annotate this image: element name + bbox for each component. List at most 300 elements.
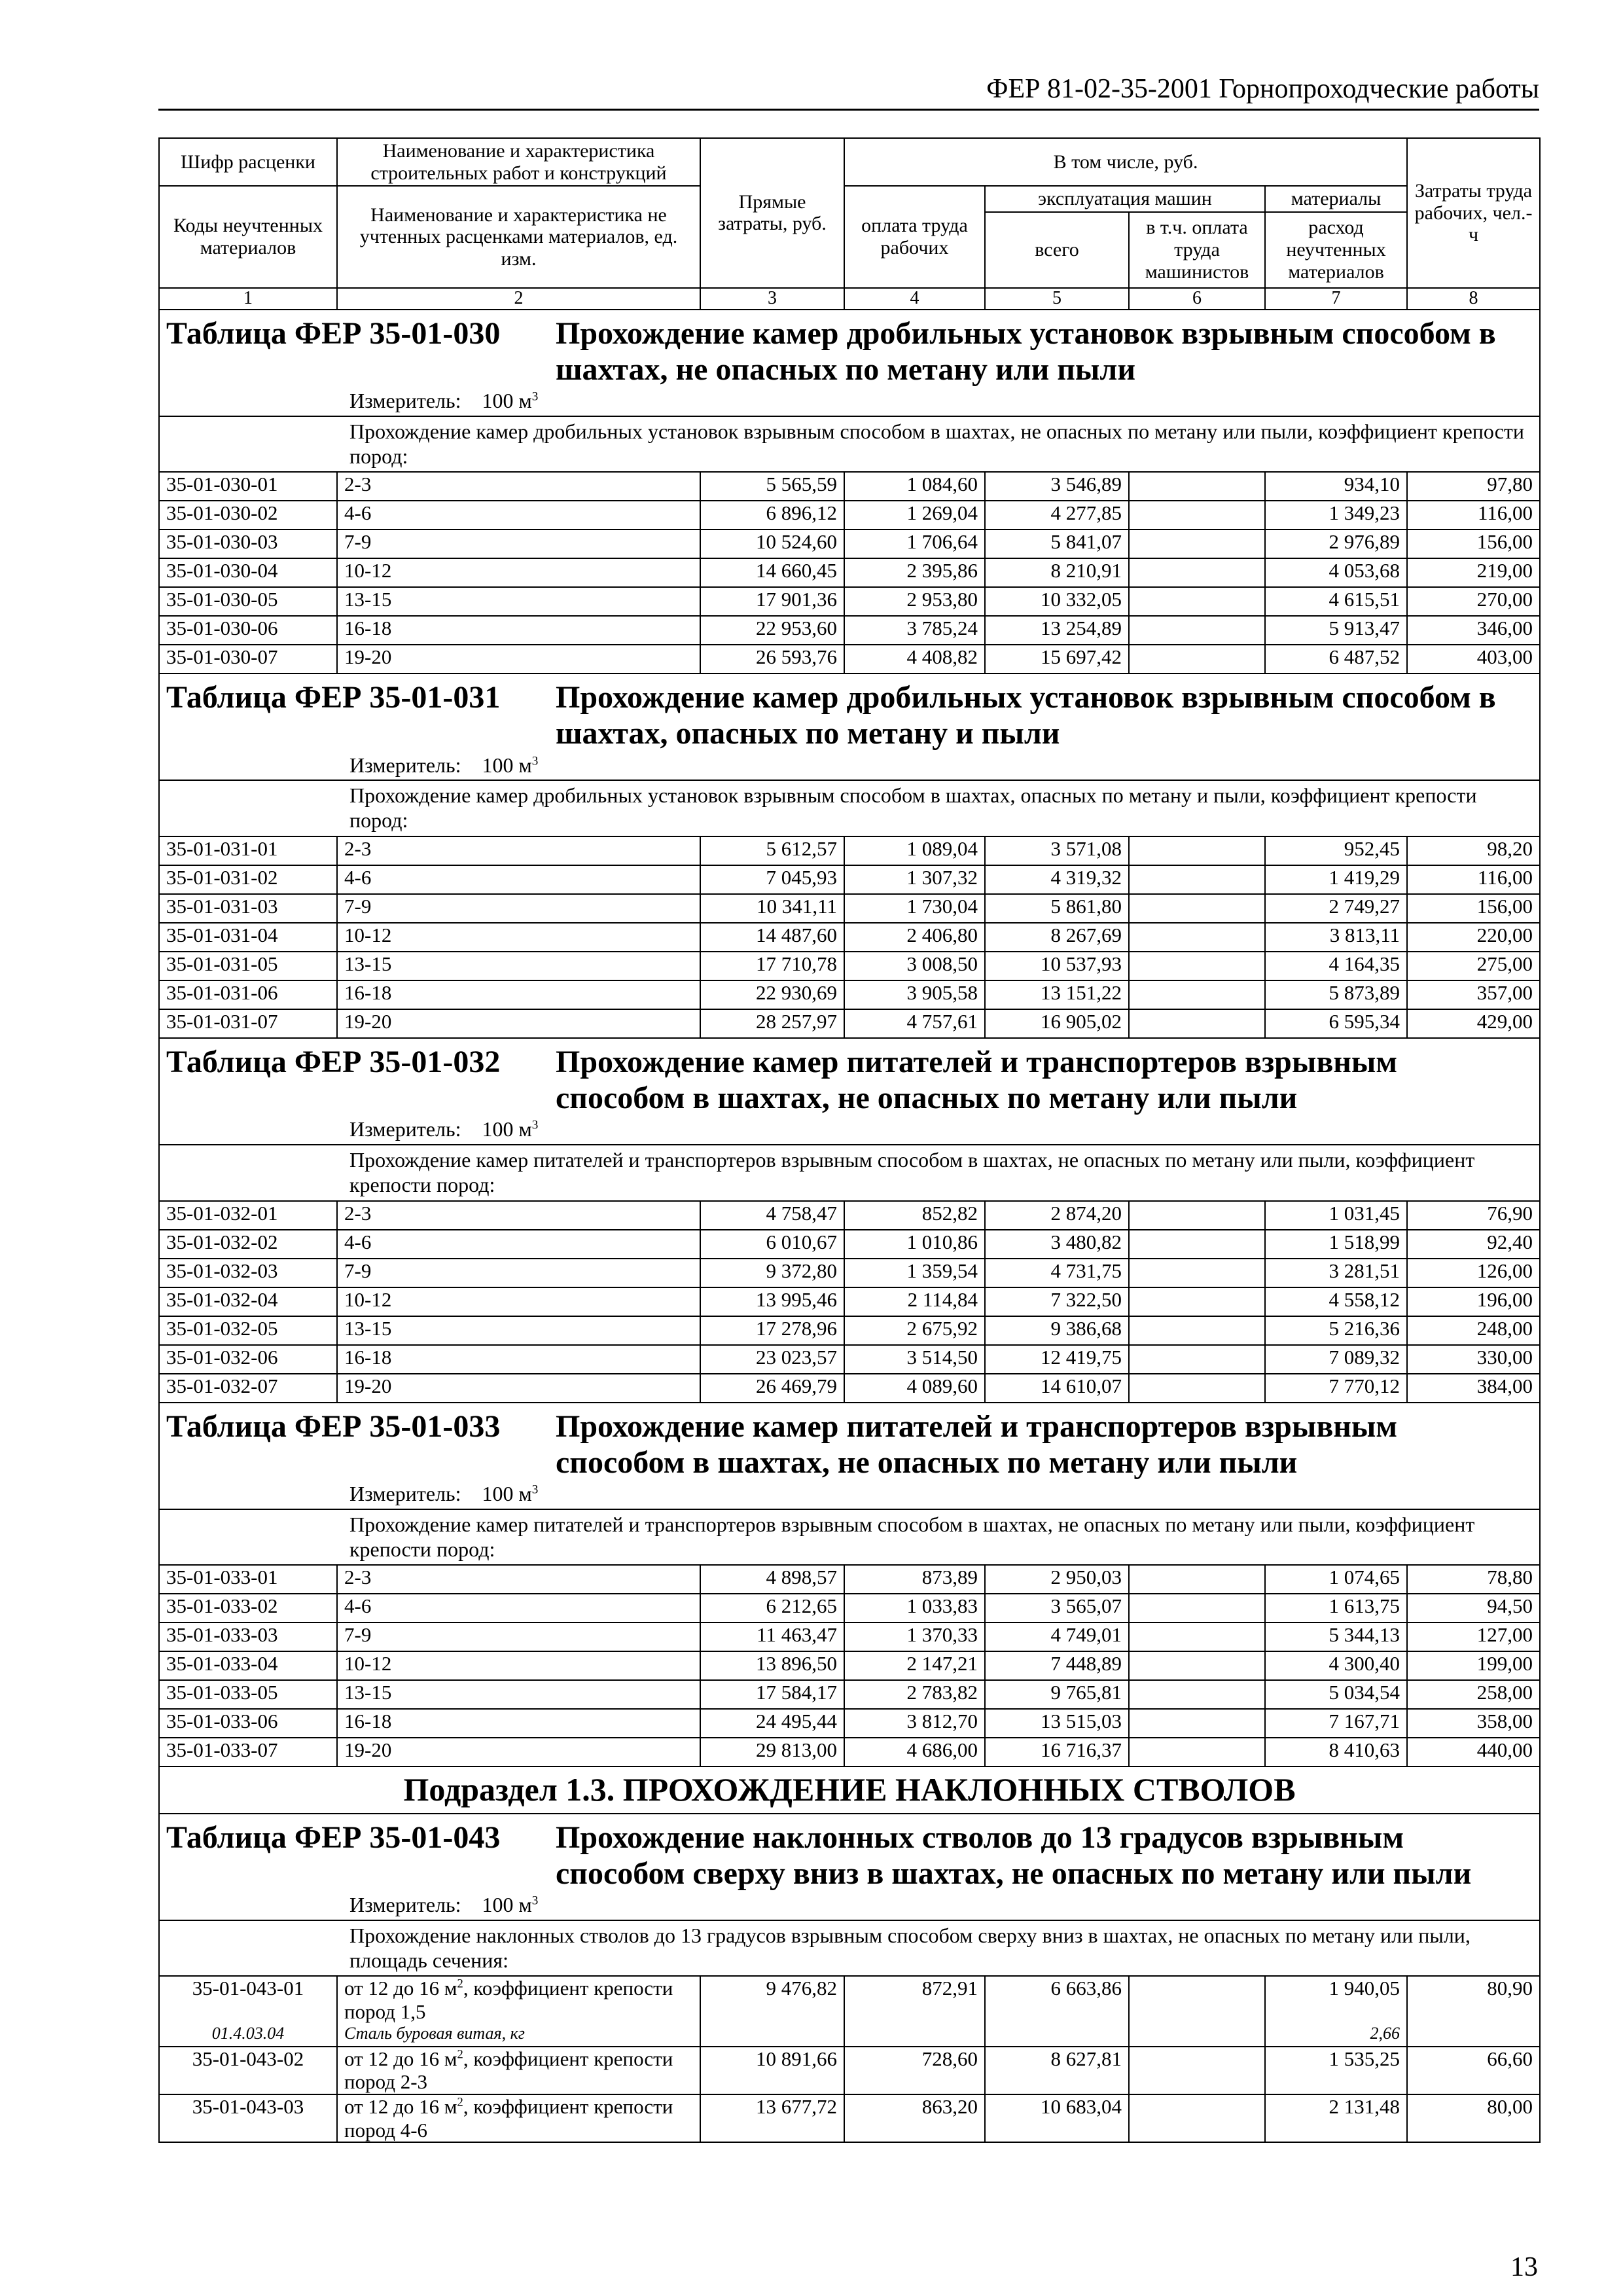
section-description: Прохождение наклонных стволов до 13 градусов взрывным способом сверху вниз в шахтах, не опасных по метану или пыли, площадь сечения:: [159, 1920, 1540, 1977]
col7-header: расход неучтенных материалов: [1265, 212, 1407, 288]
table-row: [159, 923, 1540, 952]
table-row: [159, 1259, 1540, 1287]
cell-col5: 6 663,86: [985, 1976, 1129, 2023]
cell-col3: 7 045,93: [700, 865, 844, 894]
cell-col5: 3 565,07: [985, 1594, 1129, 1623]
cell-col5: 16 716,37: [985, 1738, 1129, 1767]
subsection-row: [159, 1767, 1540, 1814]
cell-col8: 92,40: [1407, 1230, 1540, 1259]
cell-col5: 12 419,75: [985, 1345, 1129, 1374]
cell-col6: [1129, 558, 1265, 587]
cell-col8: 429,00: [1407, 1009, 1540, 1038]
cell-col7: 7 089,32: [1265, 1345, 1407, 1374]
cell-col8: 127,00: [1407, 1623, 1540, 1651]
cell-col5: 15 697,42: [985, 645, 1129, 673]
col-number: 2: [337, 288, 700, 310]
cell-col8: 357,00: [1407, 980, 1540, 1009]
table-title-cell: [159, 1814, 1540, 1892]
cell-col7: 1 031,45: [1265, 1201, 1407, 1230]
cell-col2: 4-6: [337, 865, 700, 894]
cell-col1: 35-01-031-07: [159, 1009, 337, 1038]
cell-col3: 13 677,72: [700, 2094, 844, 2142]
cell-col5: 2 874,20: [985, 1201, 1129, 1230]
meter-row: [159, 1480, 1540, 1509]
meter-row: [159, 1892, 1540, 1920]
cell-col8: 384,00: [1407, 1374, 1540, 1403]
cell-col1: 35-01-032-02: [159, 1230, 337, 1259]
cell-col6: [1129, 952, 1265, 980]
table-title-cell: [159, 673, 1540, 751]
table-row: [159, 1009, 1540, 1038]
cell-col8: 403,00: [1407, 645, 1540, 673]
cell-col3: 22 953,60: [700, 616, 844, 645]
cell-col1: 35-01-030-03: [159, 529, 337, 558]
cell-col5: 8 210,91: [985, 558, 1129, 587]
cell-col1: 35-01-032-04: [159, 1287, 337, 1316]
table-title-cell: [159, 1038, 1540, 1116]
table-title-row: [159, 1038, 1540, 1116]
empty-cell: [700, 2024, 844, 2047]
col-number: 4: [844, 288, 985, 310]
cell-col5: 10 683,04: [985, 2094, 1129, 2142]
table-row: [159, 2094, 1540, 2142]
cell-col5: 7 322,50: [985, 1287, 1129, 1316]
cell-col4: 4 686,00: [844, 1738, 985, 1767]
table-title-row: [159, 1403, 1540, 1480]
table-row: [159, 2047, 1540, 2094]
cell-col2: 13-15: [337, 587, 700, 616]
cell-col5: 10 537,93: [985, 952, 1129, 980]
cell-col2: 2-3: [337, 1565, 700, 1594]
cell-col5: 9 386,68: [985, 1316, 1129, 1345]
cell-col3: 6 896,12: [700, 501, 844, 529]
cell-col2: 4-6: [337, 501, 700, 529]
table-label: Таблица ФЕР 35-01-033: [166, 1408, 501, 1444]
cell-col4: 1 089,04: [844, 836, 985, 865]
cell-col4: 1 370,33: [844, 1623, 985, 1651]
cell-col2: 10-12: [337, 923, 700, 952]
cell-col4: 873,89: [844, 1565, 985, 1594]
meter-cell: [159, 1116, 1540, 1145]
cell-col7: 4 164,35: [1265, 952, 1407, 980]
cell-col8: 116,00: [1407, 865, 1540, 894]
meter-label: Измеритель:: [349, 753, 461, 777]
description-row: [159, 780, 1540, 836]
cell-col7: 1 349,23: [1265, 501, 1407, 529]
material-code: 01.4.03.04: [159, 2024, 337, 2047]
cell-col7: 3 813,11: [1265, 923, 1407, 952]
cell-col8: 94,50: [1407, 1594, 1540, 1623]
cell-col7: 7 167,71: [1265, 1709, 1407, 1738]
table-row: [159, 472, 1540, 501]
col5-header: всего: [985, 212, 1129, 288]
cell-col1: 35-01-030-04: [159, 558, 337, 587]
section-description: Прохождение камер питателей и транспортеров взрывным способом в шахтах, не опасных по метану или пыли, коэффициент крепости пород:: [159, 1509, 1540, 1566]
col6-header: в т.ч. оплата труда машинистов: [1129, 212, 1265, 288]
cell-col8: 156,00: [1407, 529, 1540, 558]
table-row: [159, 865, 1540, 894]
cell-col6: [1129, 1594, 1265, 1623]
cell-col3: 22 930,69: [700, 980, 844, 1009]
cell-col2: 4-6: [337, 1594, 700, 1623]
cell-col6: [1129, 2047, 1265, 2094]
cell-col3: 26 593,76: [700, 645, 844, 673]
cell-col2: 7-9: [337, 894, 700, 923]
cell-col4: 3 785,24: [844, 616, 985, 645]
cell-col6: [1129, 894, 1265, 923]
cell-col6: [1129, 1738, 1265, 1767]
meter-cell: [159, 1480, 1540, 1509]
cell-col8: 156,00: [1407, 894, 1540, 923]
cell-col3: 17 278,96: [700, 1316, 844, 1345]
cell-col7: 934,10: [1265, 472, 1407, 501]
cell-col3: 4 898,57: [700, 1565, 844, 1594]
name-part: от 12 до 16 м: [344, 2095, 457, 2118]
cell-col7: 1 613,75: [1265, 1594, 1407, 1623]
cell-col6: [1129, 529, 1265, 558]
cell-col5: 13 151,22: [985, 980, 1129, 1009]
description-row: [159, 1145, 1540, 1201]
cell-col5: 3 571,08: [985, 836, 1129, 865]
cell-col7: 5 216,36: [1265, 1316, 1407, 1345]
cell-col3: 9 476,82: [700, 1976, 844, 2023]
cell-col3: 17 901,36: [700, 587, 844, 616]
cell-col1: 35-01-032-06: [159, 1345, 337, 1374]
page-number: 13: [1510, 2252, 1538, 2282]
name-exponent: 2: [457, 1977, 463, 1992]
cell-col6: [1129, 1230, 1265, 1259]
cell-col1: 35-01-030-01: [159, 472, 337, 501]
cell-col2: 7-9: [337, 1259, 700, 1287]
cell-col4: 3 905,58: [844, 980, 985, 1009]
machines-header: эксплуатация машин: [985, 186, 1265, 212]
cell-col6: [1129, 1709, 1265, 1738]
cell-col7: 4 558,12: [1265, 1287, 1407, 1316]
cell-col7: 952,45: [1265, 836, 1407, 865]
cell-col8: 219,00: [1407, 558, 1540, 587]
name-exponent: 2: [457, 2047, 463, 2062]
cell-col4: 3 008,50: [844, 952, 985, 980]
cell-col6: [1129, 1623, 1265, 1651]
cell-col6: [1129, 1651, 1265, 1680]
header-rule: [158, 109, 1539, 111]
cell-col4: 872,91: [844, 1976, 985, 2023]
cell-col3: 5 565,59: [700, 472, 844, 501]
cell-col3: 13 896,50: [700, 1651, 844, 1680]
cell-col5: 3 546,89: [985, 472, 1129, 501]
cell-col3: 26 469,79: [700, 1374, 844, 1403]
cell-col8: 440,00: [1407, 1738, 1540, 1767]
cell-col3: 10 341,11: [700, 894, 844, 923]
table-row: [159, 1287, 1540, 1316]
cell-col1: 35-01-031-05: [159, 952, 337, 980]
cell-col3: 14 487,60: [700, 923, 844, 952]
table-row: [159, 1738, 1540, 1767]
cell-col7: 7 770,12: [1265, 1374, 1407, 1403]
table-row: [159, 645, 1540, 673]
table-row: [159, 1680, 1540, 1709]
table-title-cell: [159, 1403, 1540, 1480]
meter-value: 100 м: [482, 1117, 532, 1141]
cell-col7: 2 749,27: [1265, 894, 1407, 923]
cell-col1: 35-01-031-03: [159, 894, 337, 923]
cell-col2: 16-18: [337, 616, 700, 645]
cell-col5: 8 267,69: [985, 923, 1129, 952]
description-row: [159, 416, 1540, 473]
cell-col7: 1 074,65: [1265, 1565, 1407, 1594]
cell-col8: 270,00: [1407, 587, 1540, 616]
cell-col7: 5 913,47: [1265, 616, 1407, 645]
cell-col8: 346,00: [1407, 616, 1540, 645]
section-description: Прохождение камер дробильных установок взрывным способом в шахтах, опасных по метану и пыли, коэффициент крепости пород:: [159, 780, 1540, 836]
col-number: 8: [1407, 288, 1540, 310]
table-label: Таблица ФЕР 35-01-030: [166, 315, 501, 351]
cell-col8: 199,00: [1407, 1651, 1540, 1680]
cell-col1: 35-01-030-06: [159, 616, 337, 645]
cell-col2: 2-3: [337, 1201, 700, 1230]
header-row-2: [159, 186, 1540, 212]
cell-col4: 3 514,50: [844, 1345, 985, 1374]
cell-col3: 9 372,80: [700, 1259, 844, 1287]
cell-col1: 35-01-032-05: [159, 1316, 337, 1345]
meter-row: [159, 387, 1540, 416]
empty-cell: [1129, 2024, 1265, 2047]
cell-col6: [1129, 645, 1265, 673]
cell-col4: 1 269,04: [844, 501, 985, 529]
table-row: [159, 558, 1540, 587]
section-description: Прохождение камер дробильных установок взрывным способом в шахтах, не опасных по метану или пыли, коэффициент крепости пород:: [159, 416, 1540, 473]
col-number: 1: [159, 288, 337, 310]
table-title: Прохождение камер питателей и транспортеров взрывным способом в шахтах, не опасных по метану или пыли: [556, 1408, 1398, 1480]
cell-col5: 8 627,81: [985, 2047, 1129, 2094]
cell-col8: 196,00: [1407, 1287, 1540, 1316]
table-label: Таблица ФЕР 35-01-043: [166, 1820, 501, 1855]
cell-col1: 35-01-032-03: [159, 1259, 337, 1287]
cell-col6: [1129, 1680, 1265, 1709]
cell-col3: 10 524,60: [700, 529, 844, 558]
cell-col2: 13-15: [337, 1680, 700, 1709]
cell-col4: 863,20: [844, 2094, 985, 2142]
cell-col5: 2 950,03: [985, 1565, 1129, 1594]
cell-col5: 16 905,02: [985, 1009, 1129, 1038]
cell-col3: 24 495,44: [700, 1709, 844, 1738]
cell-col1: 35-01-032-07: [159, 1374, 337, 1403]
meter-value: 100 м: [482, 753, 532, 777]
cell-col2: 19-20: [337, 1009, 700, 1038]
cell-col5: 4 731,75: [985, 1259, 1129, 1287]
cell-col5: 9 765,81: [985, 1680, 1129, 1709]
cell-col7: 5 034,54: [1265, 1680, 1407, 1709]
cell-col4: 852,82: [844, 1201, 985, 1230]
empty-cell: [1407, 2024, 1540, 2047]
cell-col1: 35-01-033-04: [159, 1651, 337, 1680]
cell-col8: 80,00: [1407, 2094, 1540, 2142]
cell-col2: 16-18: [337, 980, 700, 1009]
meter-exponent: 3: [531, 753, 539, 768]
cell-col3: 5 612,57: [700, 836, 844, 865]
cell-col6: [1129, 836, 1265, 865]
col1-bottom-header: Коды неучтенных материалов: [159, 186, 337, 288]
cell-col5: 10 332,05: [985, 587, 1129, 616]
cell-col6: [1129, 1565, 1265, 1594]
cell-col1: 35-01-033-02: [159, 1594, 337, 1623]
cell-col4: 1 033,83: [844, 1594, 985, 1623]
cell-col2: 2-3: [337, 472, 700, 501]
cell-col4: 2 114,84: [844, 1287, 985, 1316]
cell-col7: 5 873,89: [1265, 980, 1407, 1009]
description-row: [159, 1509, 1540, 1566]
meter-label: Измеритель:: [349, 1117, 461, 1141]
cell-col1: 35-01-031-02: [159, 865, 337, 894]
cell-col1: 35-01-031-06: [159, 980, 337, 1009]
table-row: [159, 836, 1540, 865]
cell-col7: 4 615,51: [1265, 587, 1407, 616]
name-part: от 12 до 16 м: [344, 2047, 457, 2070]
cell-col1: 35-01-030-07: [159, 645, 337, 673]
cell-col4: 3 812,70: [844, 1709, 985, 1738]
cell-col5: 4 319,32: [985, 865, 1129, 894]
col2-top-header: Наименование и характеристика строительных работ и конструкций: [337, 138, 700, 186]
cell-code: 35-01-043-03: [159, 2094, 337, 2142]
cell-name: [337, 2047, 700, 2094]
cell-col8: 78,80: [1407, 1565, 1540, 1594]
table-row: [159, 980, 1540, 1009]
col4-header: оплата труда рабочих: [844, 186, 985, 288]
meter-value: 100 м: [482, 388, 532, 412]
meter-cell: [159, 752, 1540, 781]
cell-col7: 5 344,13: [1265, 1623, 1407, 1651]
name-part: от 12 до 16 м: [344, 1977, 457, 2000]
table-row: [159, 1565, 1540, 1594]
cell-col2: 2-3: [337, 836, 700, 865]
cell-col8: 116,00: [1407, 501, 1540, 529]
cell-col6: [1129, 1201, 1265, 1230]
cell-col4: 1 010,86: [844, 1230, 985, 1259]
cell-col8: 358,00: [1407, 1709, 1540, 1738]
meter-cell: [159, 387, 1540, 416]
cell-col1: 35-01-030-02: [159, 501, 337, 529]
cell-col4: 1 706,64: [844, 529, 985, 558]
cell-col1: 35-01-032-01: [159, 1201, 337, 1230]
cell-col1: 35-01-033-07: [159, 1738, 337, 1767]
cell-col2: 13-15: [337, 952, 700, 980]
cell-col8: 220,00: [1407, 923, 1540, 952]
table-title: Прохождение наклонных стволов до 13 градусов взрывным способом сверху вниз в шахтах, не опасных по метану или пыли: [556, 1820, 1472, 1891]
cell-col2: 16-18: [337, 1709, 700, 1738]
cell-col3: 17 584,17: [700, 1680, 844, 1709]
rates-table: [158, 137, 1541, 2143]
cell-col7: 2 131,48: [1265, 2094, 1407, 2142]
section-description: Прохождение камер питателей и транспортеров взрывным способом в шахтах, не опасных по метану или пыли, коэффициент крепости пород:: [159, 1145, 1540, 1201]
cell-col7: 3 281,51: [1265, 1259, 1407, 1287]
empty-cell: [844, 2024, 985, 2047]
cell-col7: 1 518,99: [1265, 1230, 1407, 1259]
cell-col2: 19-20: [337, 645, 700, 673]
cell-col7: 1 940,05: [1265, 1976, 1407, 2023]
material-name: Сталь буровая витая, кг: [337, 2024, 700, 2047]
cell-col6: [1129, 1345, 1265, 1374]
cell-col6: [1129, 1976, 1265, 2023]
cell-col3: 11 463,47: [700, 1623, 844, 1651]
cell-col7: 4 300,40: [1265, 1651, 1407, 1680]
col3-header: Прямые затраты, руб.: [700, 138, 844, 288]
col1-top-header: Шифр расценки: [159, 138, 337, 186]
cell-col7: 8 410,63: [1265, 1738, 1407, 1767]
cell-col1: 35-01-033-01: [159, 1565, 337, 1594]
meter-cell: [159, 1892, 1540, 1920]
table-row: [159, 1230, 1540, 1259]
meter-value: 100 м: [482, 1893, 532, 1917]
cell-col4: 1 084,60: [844, 472, 985, 501]
table-row: [159, 1316, 1540, 1345]
cell-col4: 2 406,80: [844, 923, 985, 952]
cell-col1: 35-01-033-03: [159, 1623, 337, 1651]
cell-col6: [1129, 1316, 1265, 1345]
cell-col3: 17 710,78: [700, 952, 844, 980]
table-row: [159, 1976, 1540, 2023]
cell-col6: [1129, 1259, 1265, 1287]
cell-col4: 2 147,21: [844, 1651, 985, 1680]
table-row: [159, 1594, 1540, 1623]
cell-col1: 35-01-031-01: [159, 836, 337, 865]
cell-col8: 126,00: [1407, 1259, 1540, 1287]
cell-col8: 330,00: [1407, 1345, 1540, 1374]
table-label: Таблица ФЕР 35-01-032: [166, 1044, 501, 1079]
cell-col3: 14 660,45: [700, 558, 844, 587]
name-part: , коэффициент крепости пород 4-6: [344, 2095, 673, 2142]
cell-col6: [1129, 587, 1265, 616]
cell-col1: 35-01-033-05: [159, 1680, 337, 1709]
table-label: Таблица ФЕР 35-01-031: [166, 680, 501, 715]
cell-col6: [1129, 1374, 1265, 1403]
cell-col8: 258,00: [1407, 1680, 1540, 1709]
table-row: [159, 894, 1540, 923]
name-part: , коэффициент крепости пород 2-3: [344, 2047, 673, 2094]
cell-col3: 23 023,57: [700, 1345, 844, 1374]
meter-exponent: 3: [531, 1118, 539, 1132]
cell-col4: 4 089,60: [844, 1374, 985, 1403]
table-row: [159, 1651, 1540, 1680]
name-part: , коэффициент крепости пород 1,5: [344, 1977, 673, 2024]
cell-col5: 5 861,80: [985, 894, 1129, 923]
table-row: [159, 1345, 1540, 1374]
cell-col4: 2 953,80: [844, 587, 985, 616]
cell-col7: 2 976,89: [1265, 529, 1407, 558]
running-header: ФЕР 81-02-35-2001 Горнопроходческие работы: [986, 74, 1539, 104]
cell-col6: [1129, 1009, 1265, 1038]
cell-col2: 16-18: [337, 1345, 700, 1374]
cell-col3: 6 212,65: [700, 1594, 844, 1623]
table-title: Прохождение камер дробильных установок взрывным способом в шахтах, не опасных по метану или пыли: [556, 315, 1496, 387]
cell-col4: 2 395,86: [844, 558, 985, 587]
cell-col3: 10 891,66: [700, 2047, 844, 2094]
cell-col5: 13 254,89: [985, 616, 1129, 645]
cell-col2: 10-12: [337, 1651, 700, 1680]
cell-col3: 13 995,46: [700, 1287, 844, 1316]
table-title-cell: [159, 310, 1540, 387]
cell-col6: [1129, 2094, 1265, 2142]
cell-col8: 66,60: [1407, 2047, 1540, 2094]
cell-col4: 1 730,04: [844, 894, 985, 923]
cell-col4: 2 783,82: [844, 1680, 985, 1709]
material-row: [159, 2024, 1540, 2047]
cell-col1: 35-01-033-06: [159, 1709, 337, 1738]
table-row: [159, 1201, 1540, 1230]
cell-name: [337, 2094, 700, 2142]
cell-col4: 4 757,61: [844, 1009, 985, 1038]
cell-col7: 1 419,29: [1265, 865, 1407, 894]
empty-cell: [985, 2024, 1129, 2047]
